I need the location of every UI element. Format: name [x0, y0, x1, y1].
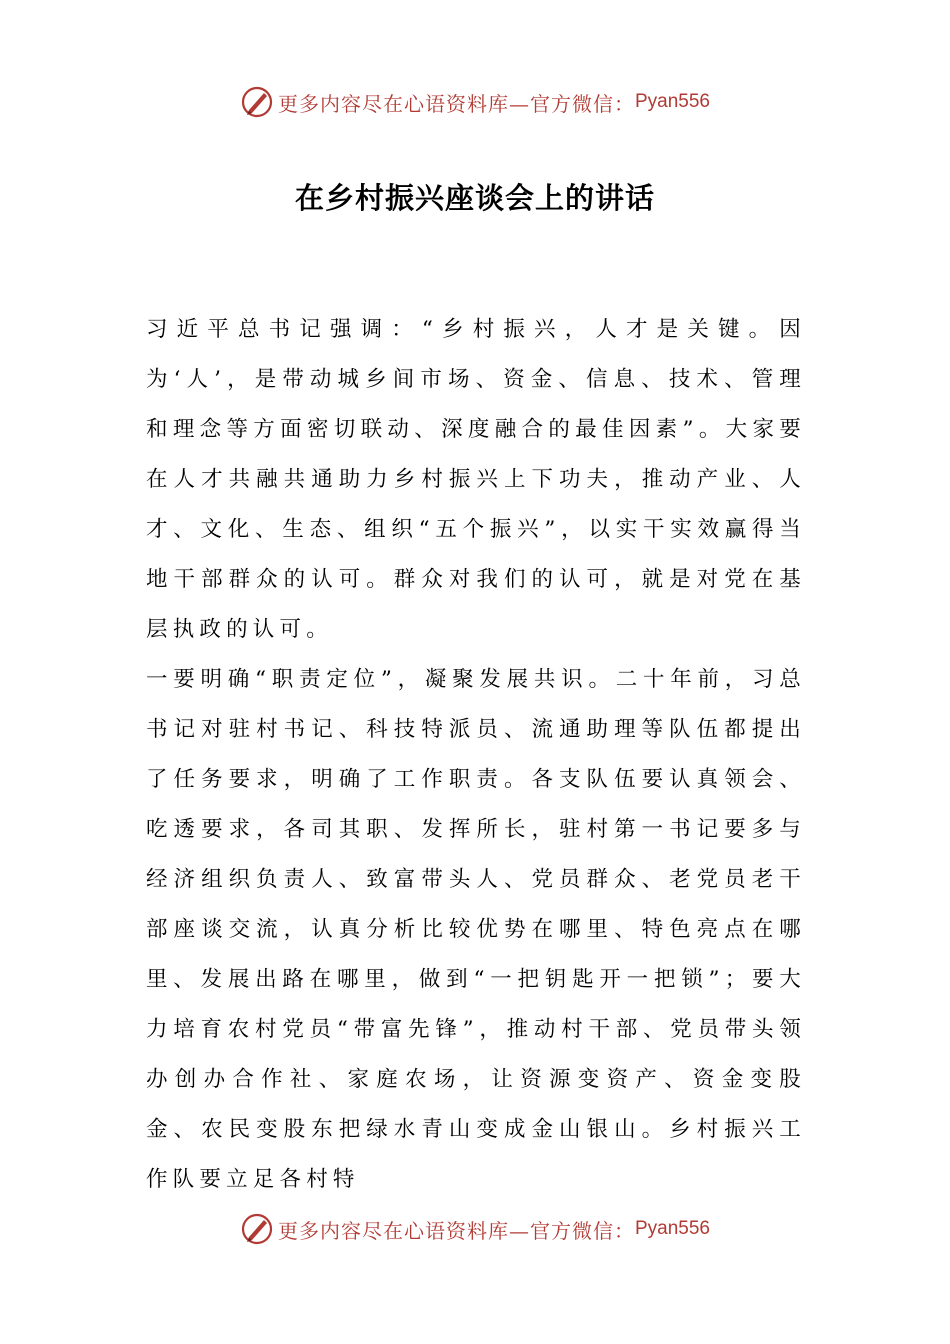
watermark-text: 更多内容尽在心语资料库—官方微信： [277, 91, 635, 116]
wechat-id: Pyan556 [634, 91, 710, 112]
paragraph: 一要明确“职责定位”，凝聚发展共识。二十年前，习总书记对驻村书记、科技特派员、流通助理等队伍都提出了任务要求，明确了工作职责。各支队伍要认真领会、吃透要求，各司其职、发挥所长，驻村第一书记要多与经济组织负责人、致富带头人、党员群众、老党员老干部座谈交流，认真分析比较优势在哪里、特色亮点在哪里、发展出路在哪里，做到“一把钥匙开一把锁”；要大力培育农村党员“带富先锋”，推动村干部、党员带头领办创办合作社、家庭农场，让资源变资产、资金变股金、农民变股东把绿水青山变成金山银山。乡村振兴工作队要立足各村特 [146, 667, 806, 1192]
paragraph: 习近平总书记强调：“乡村振兴，人才是关键。因为‘人’，是带动城乡间市场、资金、信息、技术、管理和理念等方面密切联动、深度融合的最佳因素”。大家要在人才共融共通助力乡村振兴上下功夫，推动产业、人才、文化、生态、组织“五个振兴”，以实干实效赢得当地干部群众的认可。群众对我们的认可，就是对党在基层执政的认可。 [146, 317, 806, 642]
pen-circle-icon [240, 1212, 274, 1246]
watermark-banner-bottom [0, 1209, 950, 1249]
watermark-text: 更多内容尽在心语资料库—官方微信： [277, 1218, 635, 1243]
page-title: 在乡村振兴座谈会上的讲话 [294, 181, 655, 215]
document-body [146, 305, 806, 1205]
wechat-id: Pyan556 [634, 1218, 710, 1239]
pen-circle-icon [240, 85, 274, 119]
watermark-banner-top [0, 82, 950, 122]
